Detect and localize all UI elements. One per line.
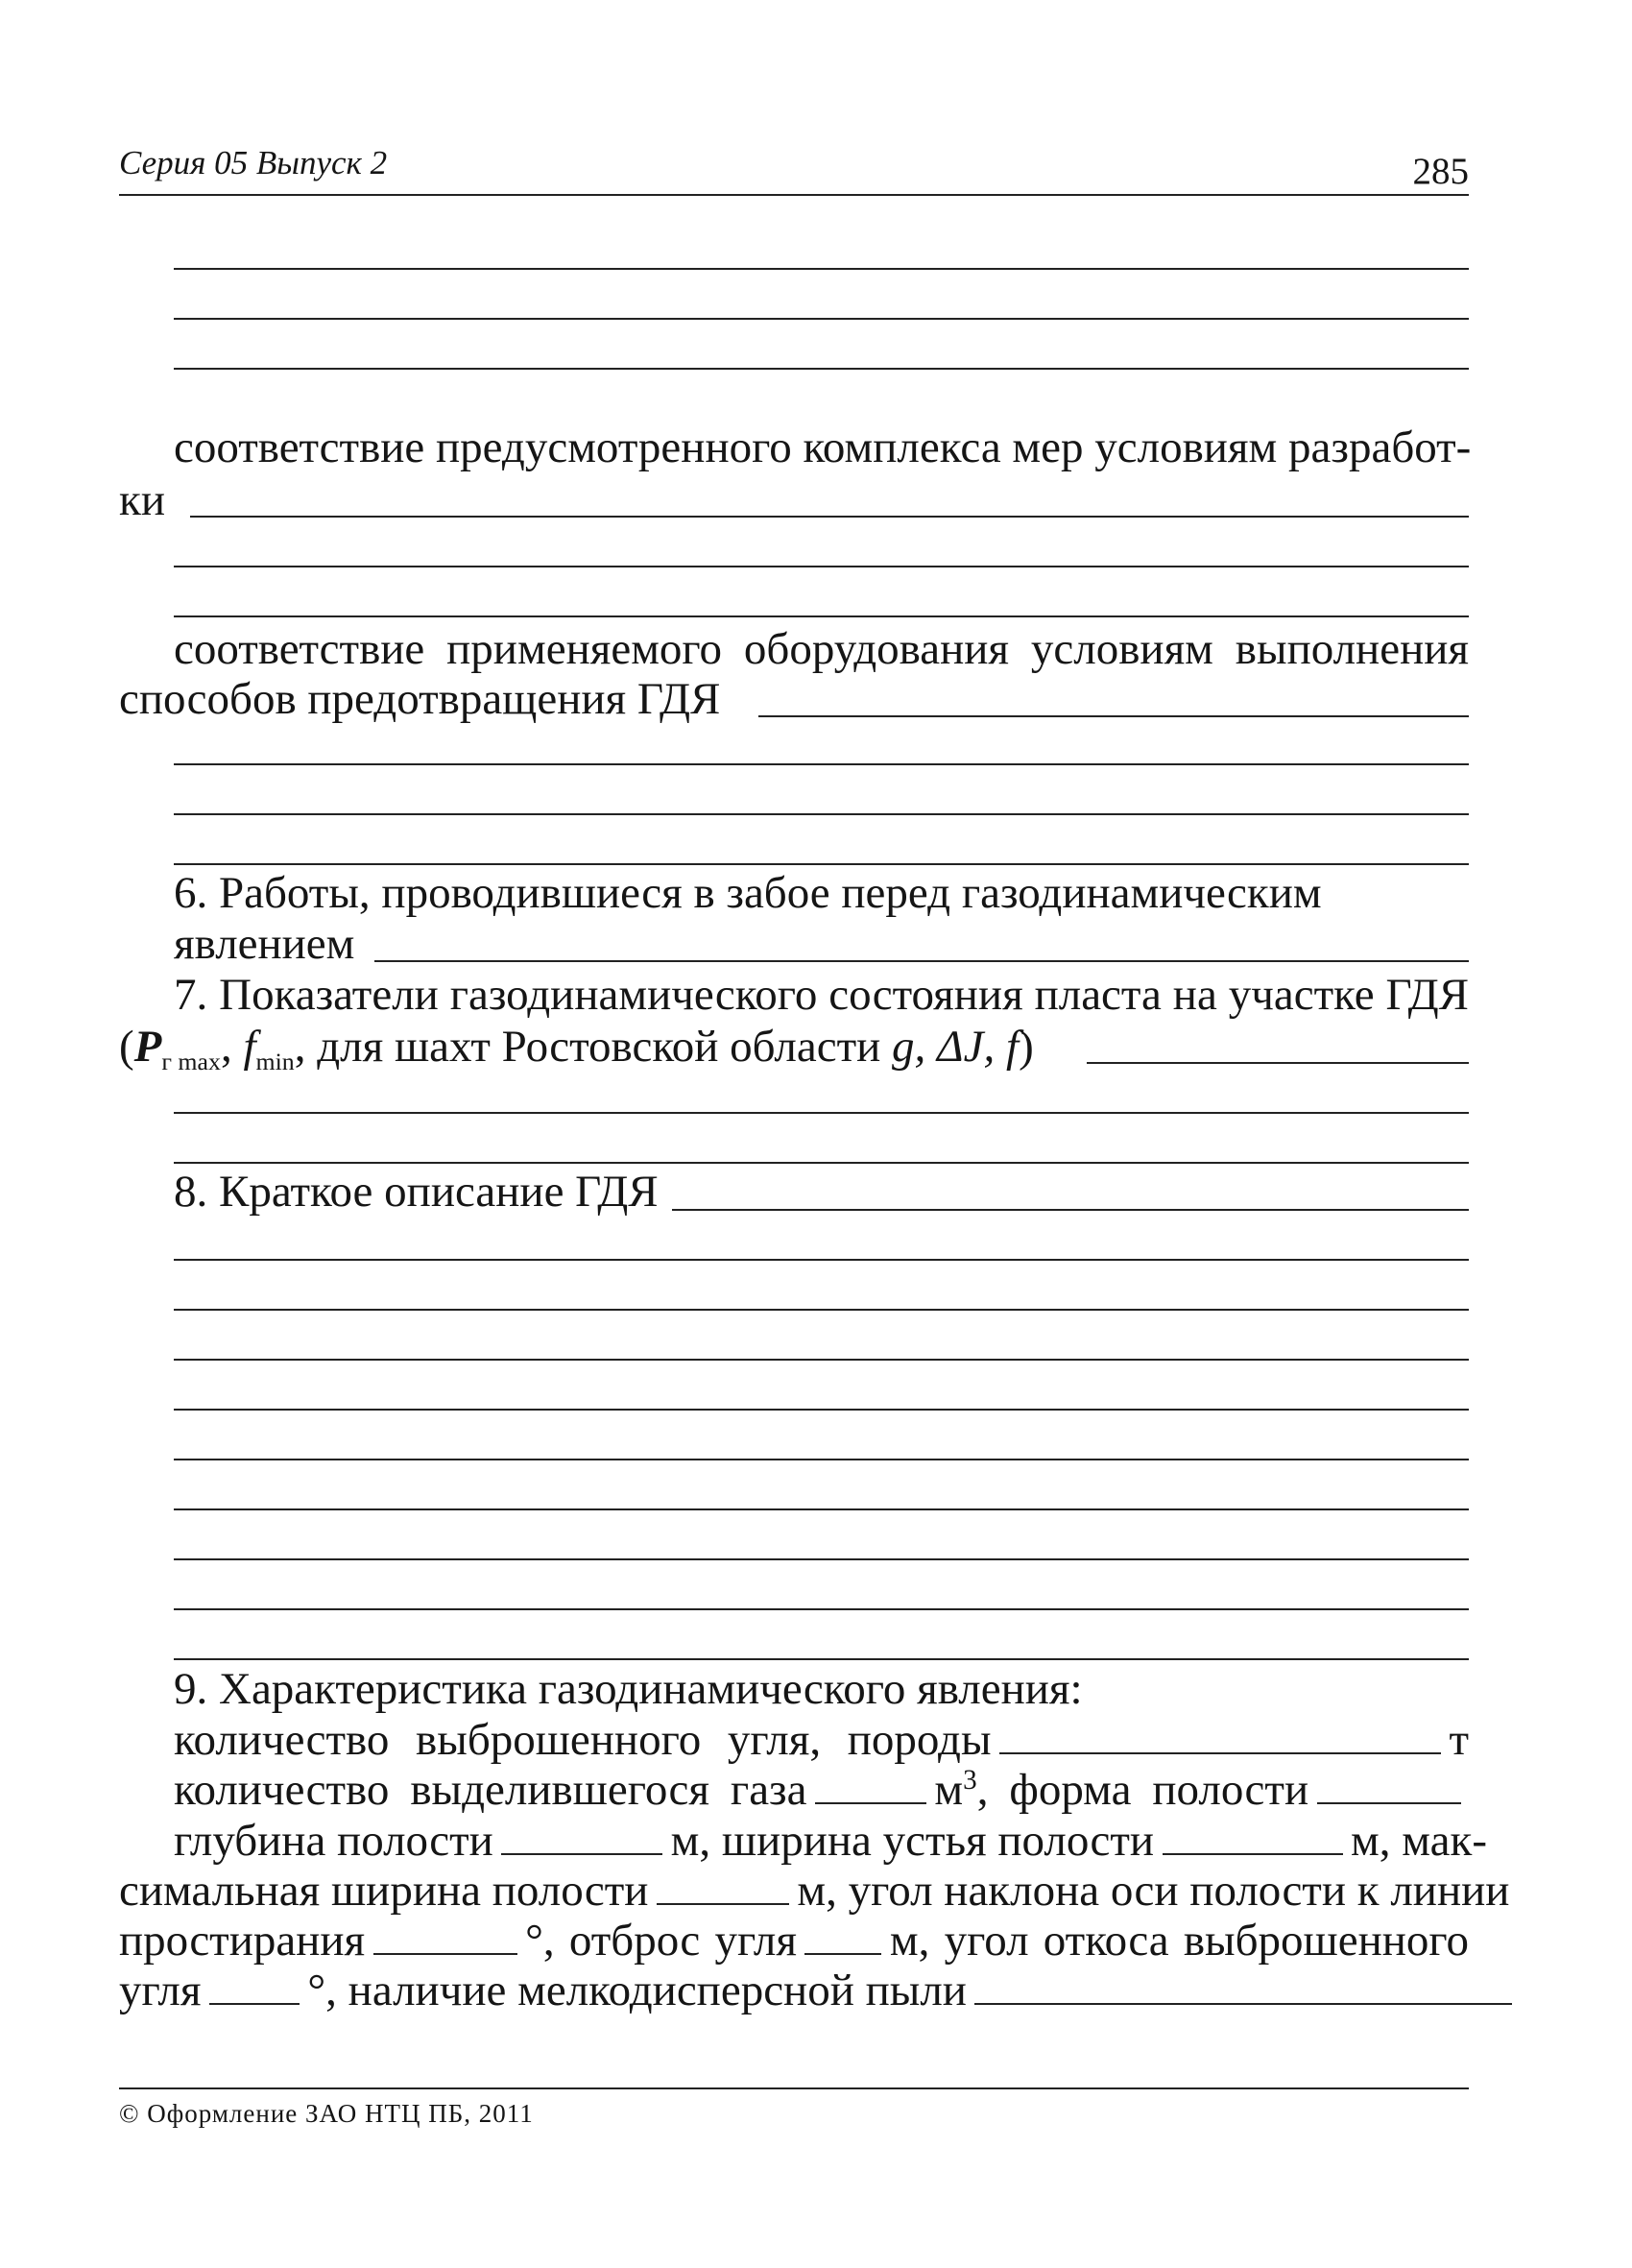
blank-line (174, 813, 1469, 815)
item9-depth-row: глубина полости м, ширина устья полости м, мак- (174, 1816, 1488, 1866)
blank-line (174, 1459, 1469, 1460)
blank-line (174, 268, 1469, 270)
item7-line1: 7. Показатели газодинамического состояния пласта на участке ГДЯ (174, 970, 1469, 1020)
compliance-equipment-line1: соответствие применяемого оборудования условиям выполнения (174, 624, 1469, 674)
compliance-measures-line2: ки (119, 475, 165, 525)
blank-line (174, 566, 1469, 567)
compliance-measures-line1: соответствие предусмотренного комплекса мер условиям разработ- (174, 422, 1472, 472)
item9-gas-row: количество выделившегося газа $м^3$, форма полости (174, 1763, 1469, 1817)
item7-line2: ($P_{г max}$, $f_{min}$, для шахт Ростовской области g, ΔJ, f) (119, 1022, 1034, 1076)
item9-max-width-row: симальная ширина полости м, угол наклона оси полости к линии (119, 1866, 1510, 1916)
answer-line (1087, 1062, 1469, 1064)
blank-line (174, 615, 1469, 617)
item8-label: 8. Краткое описание ГДЯ (174, 1167, 659, 1217)
blank-line (174, 318, 1469, 320)
footer-copyright: © Оформление ЗАО НТЦ ПБ, 2011 (119, 2099, 534, 2128)
item6-line2: явлением (174, 919, 355, 969)
item9-slope-row: угля °, наличие мелкодисперсной пыли (119, 1964, 1469, 2017)
blank-line (174, 1112, 1469, 1114)
answer-line (190, 516, 1469, 518)
blank-line (174, 863, 1469, 865)
blank-line (174, 1508, 1469, 1510)
blank-line (174, 368, 1469, 370)
blank-line (174, 1558, 1469, 1560)
blank-line (174, 1309, 1469, 1311)
blank-line (174, 1162, 1469, 1164)
item9-title: 9. Характеристика газодинамического явления: (174, 1664, 1083, 1714)
item9-coal-row: количество выброшенного угля, породы т (174, 1715, 1469, 1765)
page-number: 285 (1412, 151, 1469, 192)
blank-line (174, 1359, 1469, 1361)
blank-line (174, 1608, 1469, 1610)
item6-line1: 6. Работы, проводившиеся в забое перед газодинамическим (174, 868, 1322, 918)
item9-strike-row: простирания °, отброс угля м, угол откоса выброшенного (119, 1916, 1470, 1966)
compliance-equipment-line2: способов предотвращения ГДЯ (119, 674, 721, 724)
answer-line (374, 960, 1469, 962)
blank-line (174, 1409, 1469, 1411)
answer-line (758, 715, 1469, 717)
blank-line (174, 1658, 1469, 1660)
footer-rule (119, 2087, 1469, 2089)
blank-line (174, 763, 1469, 765)
running-header-series: Серия 05 Выпуск 2 (119, 144, 388, 181)
answer-line (672, 1209, 1469, 1211)
blank-line (174, 1259, 1469, 1261)
header-rule (119, 194, 1469, 196)
